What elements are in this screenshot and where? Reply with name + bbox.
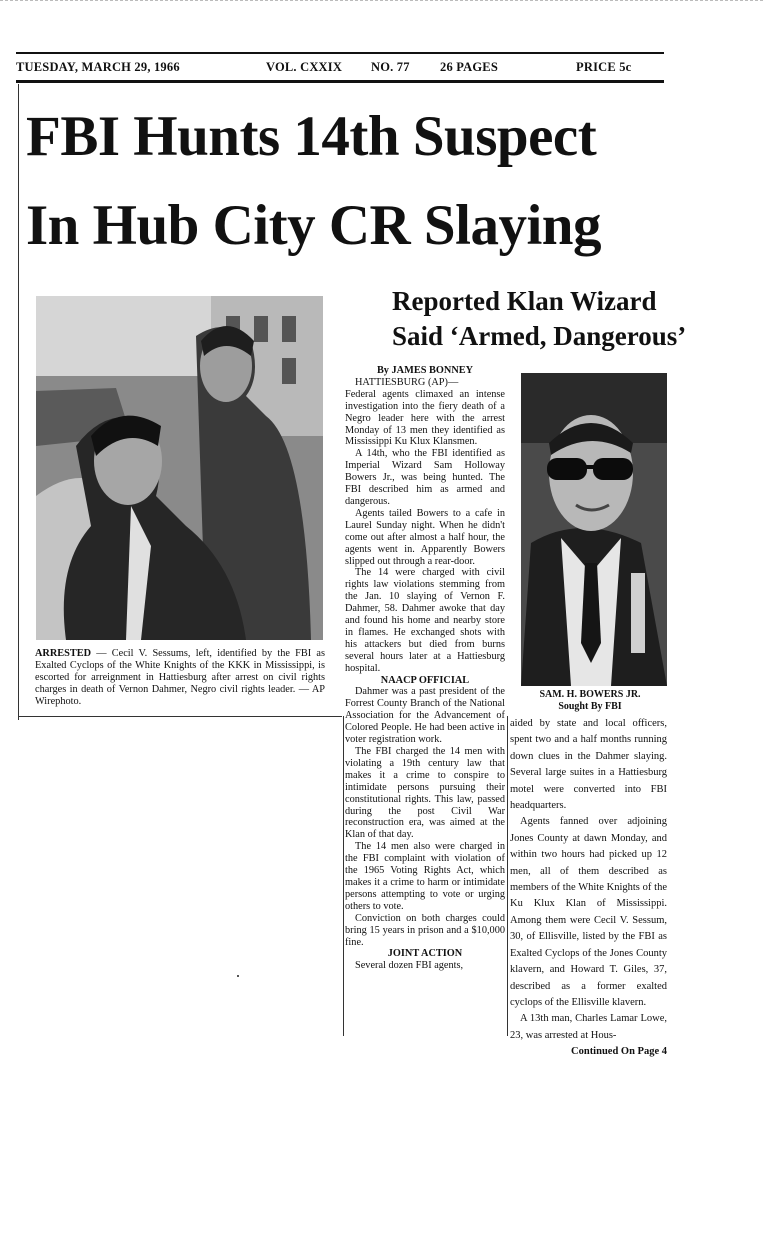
continued-link[interactable]: Continued On Page 4 — [571, 1046, 667, 1058]
masthead-volume: VOL. CXXIX — [266, 60, 343, 74]
paragraph-10: aided by state and local officers, spent two and a half months running down clues in the Dahmer slaying. Several large suites in a Hattiesburg motel were converted into FBI headquarters. — [510, 718, 667, 812]
paragraph-5: Dahmer was a past president of the Forrest County Branch of the National Association for the Advancement of Colored People. He had been active in voter registration work. — [345, 686, 505, 746]
masthead-rule — [16, 80, 664, 83]
headline-line-1: FBI Hunts 14th Suspect — [26, 105, 597, 168]
bowers-photo-caption — [510, 689, 670, 713]
column-rule-left — [343, 716, 344, 1036]
masthead-date: TUESDAY, MARCH 29, 1966 — [16, 60, 180, 74]
subhead-joint-action: JOINT ACTION — [387, 948, 463, 960]
page-edge — [0, 0, 763, 3]
masthead-price: PRICE 5c — [576, 60, 632, 74]
bowers-photo — [521, 373, 667, 686]
dateline: HATTIESBURG (AP)— — [355, 376, 459, 388]
masthead-pages: 26 PAGES — [440, 60, 498, 74]
paragraph-12: A 13th man, Charles Lamar Lowe, 23, was arrested at Hous- — [510, 1013, 667, 1041]
caption-text: — Cecil V. Sessums, left, identified by the FBI as Exalted Cyclops of the White Knights of the KKK in Mississippi, is escorted for arreignment in Hattiesburg after arrest on civil rights charges in death of Vernon Dahmer, Negro civil rights leader. — AP Wirephoto. — [35, 648, 325, 707]
arrest-photo-image — [36, 296, 323, 640]
article-column-1 — [345, 365, 505, 972]
left-border — [18, 84, 19, 720]
bowers-caption-sub: Sought By FBI — [558, 701, 622, 712]
masthead-number: NO. 77 — [371, 60, 410, 74]
subhead-line-1: Reported Klan Wizard — [392, 286, 657, 316]
paragraph-2: A 14th, who the FBI identified as Imperial Wizard Sam Holloway Bowers Jr., was being hunted. The FBI described him as armed and dangerous. — [345, 448, 505, 507]
paragraph-7: The 14 men also were charged in the FBI complaint with violation of the 1965 Voting Rights Act, which makes it a crime to harm or intimidate persons attempting to vote or urging others to vote. — [345, 841, 505, 912]
top-rule — [16, 52, 664, 54]
paragraph-1: Federal agents climaxed an intense investigation into the fiery death of a Negro leader here with the arrest Monday of 13 men they identified as Mississippi Ku Klux Klansmen. — [345, 388, 505, 448]
subhead-naacp: NAACP OFFICIAL — [380, 674, 470, 686]
paragraph-11: Agents fanned over adjoining Jones County at dawn Monday, and within two hours had picked up 12 men, all of them described as members of the White Knights of the Ku Klux Klan of Mississippi. Among them were Cecil V. Sessum, 30, of Ellisville, listed by the FBI as Exalted Cyclops of the Jones County klavern, and Howard T. Giles, 37, described as a former exalted cyclops of the Ellisville klavern. — [510, 816, 667, 1008]
paragraph-6: The FBI charged the 14 men with violating a 19th century law that makes it a crime to conspire to intimidate persons pursuing their constitutional rights. This law, passed during the post Civil War reconstruction era, was aimed at the Klan of that day. — [345, 746, 505, 841]
arrest-photo — [36, 296, 323, 640]
paragraph-4: The 14 were charged with civil rights law violations stemming from the Jan. 10 slaying of Vernon F. Dahmer, 58. Dahmer awoke that day and found his home and nearby store in flames. He exchanged shots with his attackers but died from burns several hours later at a Hattiesburg hospital. — [345, 567, 505, 674]
byline: By JAMES BONNEY — [376, 365, 474, 376]
headline-line-2: In Hub City CR Slaying — [26, 194, 602, 257]
bowers-caption-name: SAM. H. BOWERS JR. — [539, 689, 641, 700]
paragraph-8: Conviction on both charges could bring 15 years in prison and a $10,000 fine. — [345, 912, 505, 948]
caption-rule — [18, 716, 342, 717]
arrest-photo-caption — [35, 648, 325, 708]
caption-lead: ARRESTED — [35, 648, 92, 659]
subhead-line-2: Said ‘Armed, Dangerous’ — [392, 321, 687, 351]
column-rule-middle — [507, 716, 508, 1036]
print-speck — [237, 975, 239, 977]
paragraph-9: Several dozen FBI agents, — [355, 960, 464, 972]
bowers-photo-image — [521, 373, 667, 686]
paragraph-3: Agents tailed Bowers to a cafe in Laurel Sunday night. When he didn't come out after almost a half hour, the agents went in. Apparently Bowers slipped out through a rear-door. — [345, 507, 505, 567]
article-column-2 — [510, 716, 667, 1061]
masthead — [16, 60, 664, 76]
